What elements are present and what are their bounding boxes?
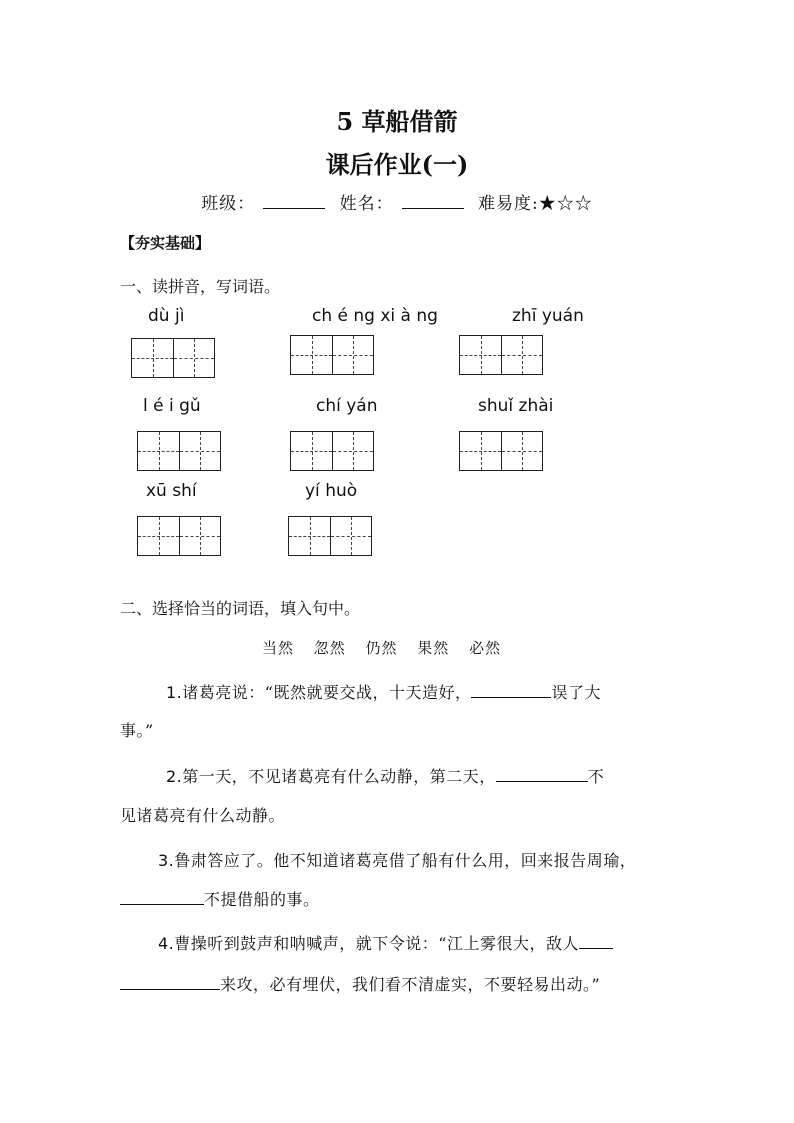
- name-label: 姓名：: [339, 194, 394, 214]
- worksheet-subtitle: 课后作业(一): [325, 150, 469, 179]
- pinyin-label: l é i gǔ: [143, 396, 201, 416]
- question-3: 3.鲁肃答应了。他不知道诸葛亮借了船有什么用，回来报告周瑜，: [158, 851, 637, 870]
- pinyin-label: zhī yuán: [512, 306, 584, 326]
- character-grid[interactable]: [459, 431, 543, 471]
- character-grid[interactable]: [290, 335, 374, 375]
- answer-blank-1[interactable]: [471, 683, 551, 698]
- part1-heading: 一、读拼音，写词语。: [120, 277, 281, 296]
- answer-blank-4a[interactable]: [579, 934, 613, 949]
- difficulty-stars: ★☆☆: [538, 194, 593, 214]
- character-grid[interactable]: [137, 431, 221, 471]
- pinyin-label: yí huò: [305, 481, 358, 501]
- pinyin-label: dù jì: [148, 306, 185, 326]
- pinyin-label: ch é ng xi à ng: [312, 306, 438, 326]
- question-2: 2.第一天，不见诸葛亮有什么动静，第二天， 不: [166, 767, 605, 786]
- question-1-continued: 事。”: [120, 721, 154, 740]
- answer-blank-4b[interactable]: [120, 975, 220, 990]
- question-4-continued: 来攻，必有埋伏，我们看不清虚实，不要轻易出动。”: [120, 972, 600, 995]
- pinyin-label: xū shí: [146, 481, 197, 501]
- character-grid[interactable]: [131, 338, 215, 378]
- word-bank: 当然 忽然 仍然 果然 必然: [262, 639, 502, 657]
- answer-blank-3[interactable]: [120, 890, 204, 905]
- question-2-continued: 见诸葛亮有什么动静。: [120, 806, 286, 825]
- class-blank[interactable]: [263, 194, 325, 209]
- difficulty-label: 难易度:: [478, 194, 539, 214]
- question-1: 1.诸葛亮说：“既然就要交战，十天造好， 误了大: [166, 683, 601, 702]
- section-tag: 【夯实基础】: [120, 234, 211, 252]
- answer-blank-2[interactable]: [496, 767, 588, 782]
- class-label: 班级：: [201, 194, 256, 214]
- character-grid[interactable]: [459, 335, 543, 375]
- lesson-title: 5 草船借箭: [336, 107, 458, 136]
- question-3-continued: 不提借船的事。: [120, 887, 320, 910]
- character-grid[interactable]: [290, 431, 374, 471]
- character-grid[interactable]: [137, 516, 221, 556]
- question-4: 4.曹操听到鼓声和呐喊声，就下令说：“江上雾很大，敌人: [158, 931, 613, 954]
- student-info-line: [0, 189, 794, 214]
- pinyin-label: shuǐ zhài: [478, 396, 554, 416]
- character-grid[interactable]: [288, 516, 372, 556]
- part2-heading: 二、选择恰当的词语，填入句中。: [120, 599, 361, 618]
- name-blank[interactable]: [402, 194, 464, 209]
- pinyin-label: chí yán: [316, 396, 378, 416]
